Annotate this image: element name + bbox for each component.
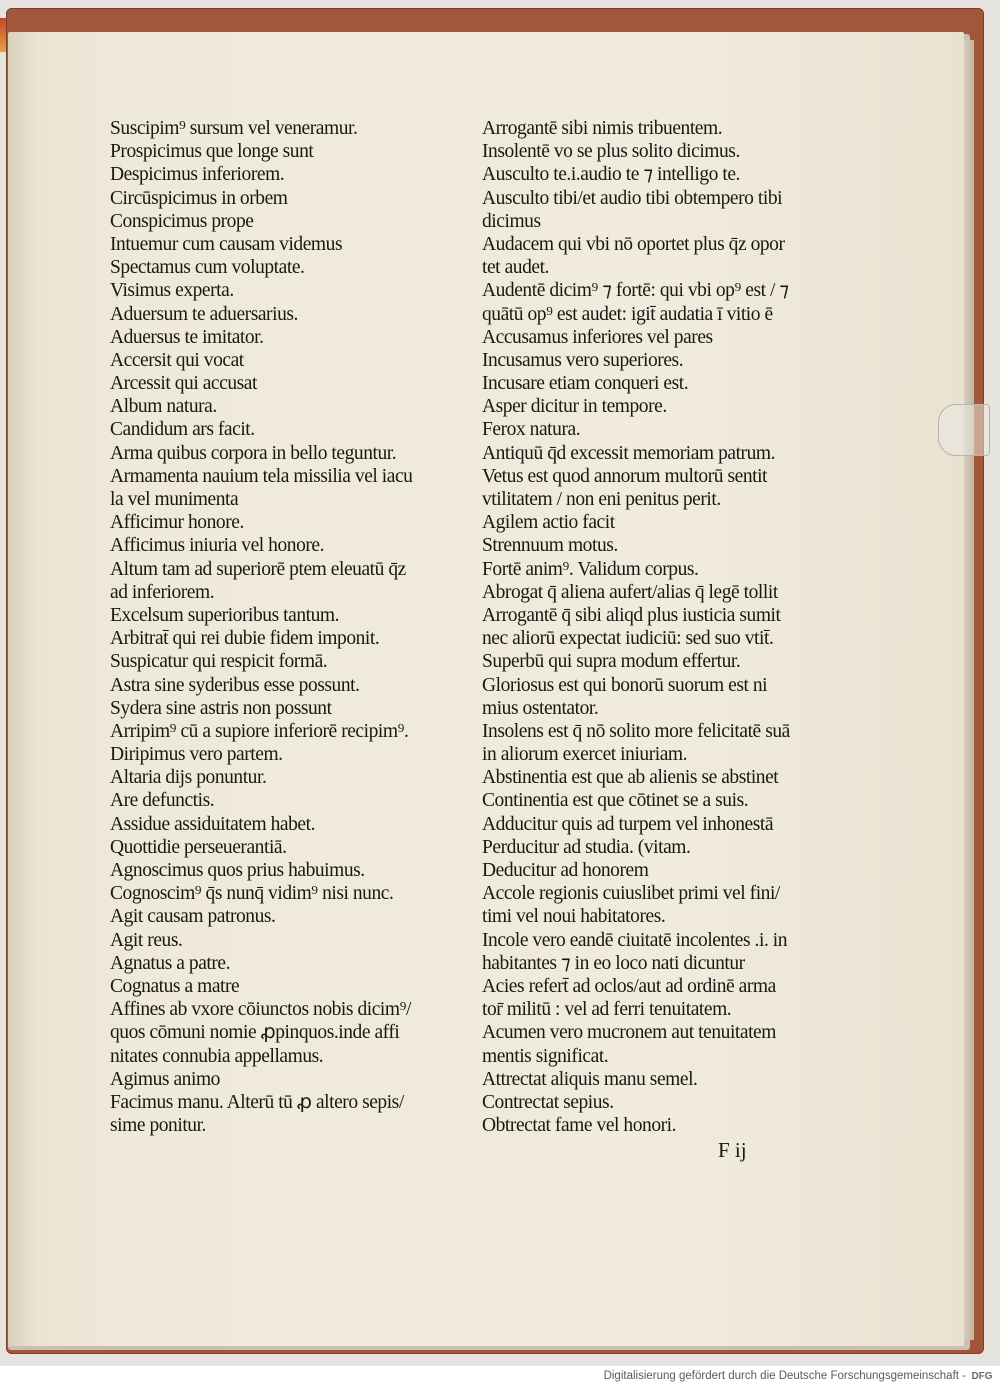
text-line: Acumen vero mucronem aut tenuitatem <box>482 1022 776 1044</box>
text-line: Agilem actio facit <box>482 512 615 534</box>
text-line: Suscipim⁹ sursum vel veneramur. <box>110 118 358 139</box>
page-clip <box>938 404 990 456</box>
text-line: Superbū qui supra modum effertur. <box>482 651 741 673</box>
text-line: Afficimus iniuria vel honore. <box>110 535 325 557</box>
text-line: in aliorum exercet iniuriam. <box>482 744 688 766</box>
text-line: Ausculto tibi/et audio tibi obtempero tibi <box>482 187 783 209</box>
text-line: Arripim⁹ cū a supiore inferiorē recipim⁹. <box>110 720 409 742</box>
text-line: nitates connubia appellamus. <box>110 1045 324 1067</box>
text-line: Strennuum motus. <box>482 535 618 557</box>
text-line: Incole vero eandē ciuitatē incolentes .i. in <box>482 929 788 951</box>
text-line: Aduersum te aduersarius. <box>110 303 298 325</box>
text-line: Facimus manu. Alterū tū ꝓ altero sepis/ <box>110 1091 404 1113</box>
text-line: Are defunctis. <box>110 790 215 812</box>
text-line: Excelsum superioribus tantum. <box>110 604 340 626</box>
text-line: timi vel noui habitatores. <box>482 906 666 928</box>
text-line: mentis significat. <box>482 1045 609 1067</box>
text-line: Abrogat q̄ aliena aufert/alias q̄ legē tollit <box>482 581 778 603</box>
text-line: Candidum ars facit. <box>110 419 255 441</box>
footer-credit: Digitalisierung gefördert durch die Deutsche Forschungsgemeinschaft - <box>603 1370 966 1382</box>
text-line: sime ponitur. <box>110 1115 206 1137</box>
text-line: Asper dicitur in tempore. <box>482 396 667 418</box>
text-line: Circūspicimus in orbem <box>110 187 288 209</box>
text-line: Affines ab vxore cōiunctos nobis dicim⁹/ <box>110 999 411 1021</box>
text-line: Altaria dijs ponuntur. <box>110 767 267 789</box>
text-line: Intuemur cum causam videmus <box>110 233 343 255</box>
text-line: quātū op⁹ est audet: igit̄ audatia ī vitio ē <box>482 303 773 325</box>
text-line: Armamenta nauium tela missilia vel iacu <box>110 465 413 487</box>
footer-bar <box>0 1366 1000 1389</box>
text-line: Spectamus cum voluptate. <box>110 257 305 279</box>
text-line: Cognoscim⁹ q̄s nunq̄ vidim⁹ nisi nunc. <box>110 883 394 905</box>
text-line: Audentē dicim⁹ ⁊ fortē: qui vbi op⁹ est / ⁊ <box>482 280 789 302</box>
text-line: la vel munimenta <box>110 489 239 510</box>
text-line: Conspicimus prope <box>110 210 254 232</box>
dfg-logo: DFG <box>971 1371 993 1382</box>
text-line: Arma quibus corpora in bello teguntur. <box>110 442 397 464</box>
text-line: Accole regionis cuiuslibet primi vel fini/ <box>482 883 780 905</box>
text-line: Accusamus inferiores vel pares <box>482 326 713 348</box>
left-text-column <box>110 117 412 1137</box>
text-line: Cognatus a matre <box>110 975 240 997</box>
text-line: Adducitur quis ad turpem vel inhonestā <box>482 813 774 835</box>
text-line: Astra sine syderibus esse possunt. <box>110 674 360 696</box>
text-line: Arrogantē sibi nimis tribuentem. <box>482 118 723 139</box>
page-edge <box>964 40 974 1340</box>
text-line: Suspicatur qui respicit formā. <box>110 651 328 673</box>
text-line: Fortē anim⁹. Validum corpus. <box>482 558 699 580</box>
text-line: Incusamus vero superiores. <box>482 349 684 371</box>
text-line: Agit causam patronus. <box>110 906 276 928</box>
text-line: Arbitrat̄ qui rei dubie fidem imponit. <box>110 628 380 650</box>
text-line: Gloriosus est qui bonorū suorum est ni <box>482 674 768 696</box>
text-line: Altum tam ad superiorē ptem eleuatū q̄z <box>110 558 406 580</box>
text-line: ad inferiorem. <box>110 581 215 603</box>
text-line: Assidue assiduitatem habet. <box>110 813 316 835</box>
text-line: Ferox natura. <box>482 419 581 441</box>
text-line: Album natura. <box>110 396 217 418</box>
text-line: Arrogantē q̄ sibi aliqd plus iusticia sumit <box>482 604 781 626</box>
text-line: tor̄ militū : vel ad ferri tenuitatem. <box>482 999 732 1021</box>
text-line: nec aliorū expectat iudiciū: sed suo vtit̄. <box>482 628 774 650</box>
text-line: Insolens est q̄ nō solito more felicitatē suā <box>482 720 790 742</box>
text-line: Agit reus. <box>110 929 183 951</box>
text-line: Vetus est quod annorum multorū sentit <box>482 465 768 487</box>
text-line: Agimus animo <box>110 1068 220 1090</box>
text-line: Sydera sine astris non possunt <box>110 697 332 719</box>
text-line: Accersit qui vocat <box>110 349 244 371</box>
text-line: habitantes ⁊ in eo loco nati dicuntur <box>482 952 745 974</box>
text-line: Abstinentia est que ab alienis se abstinet <box>482 767 779 789</box>
text-line: Visimus experta. <box>110 280 234 302</box>
text-line: Aduersus te imitator. <box>110 326 264 348</box>
text-line: mius ostentator. <box>482 697 599 719</box>
text-line: Prospicimus que longe sunt <box>110 141 314 163</box>
text-line: Deducitur ad honorem <box>482 860 649 881</box>
text-line: quos cōmuni nomie ꝓpinquos.inde affi <box>110 1022 400 1044</box>
text-line: dicimus <box>482 210 541 232</box>
text-line: Obtrectat fame vel honori. <box>482 1115 677 1137</box>
text-line: Afficimur honore. <box>110 512 244 534</box>
text-line: Acies refert̄ ad oclos/aut ad ordinē arma <box>482 975 776 997</box>
text-line: vtilitatem / non eni penitus perit. <box>482 489 721 510</box>
text-line: tet audet. <box>482 257 549 279</box>
signature-mark: F ij <box>718 1138 747 1162</box>
text-line: Arcessit qui accusat <box>110 373 257 395</box>
text-line: Audacem qui vbi nō oportet plus q̄z opor <box>482 233 785 255</box>
text-line: Quottidie perseuerantiā. <box>110 836 287 858</box>
text-line: Attrectat aliquis manu semel. <box>482 1068 698 1090</box>
text-line: Despicimus inferiorem. <box>110 164 285 186</box>
text-line: Continentia est que cōtinet se a suis. <box>482 790 749 812</box>
text-line: Incusare etiam conqueri est. <box>482 373 689 395</box>
text-line: Antiquū q̄d excessit memoriam patrum. <box>482 442 776 464</box>
right-text-column <box>482 117 790 1137</box>
text-line: Agnatus a patre. <box>110 952 231 974</box>
text-line: Insolentē vo se plus solito dicimus. <box>482 141 740 163</box>
text-line: Diripimus vero partem. <box>110 744 283 766</box>
text-line: Perducitur ad studia. (vitam. <box>482 836 691 858</box>
text-line: Agnoscimus quos prius habuimus. <box>110 860 365 881</box>
text-line: Contrectat sepius. <box>482 1091 614 1113</box>
text-line: Ausculto te.i.audio te ⁊ intelligo te. <box>482 164 740 186</box>
